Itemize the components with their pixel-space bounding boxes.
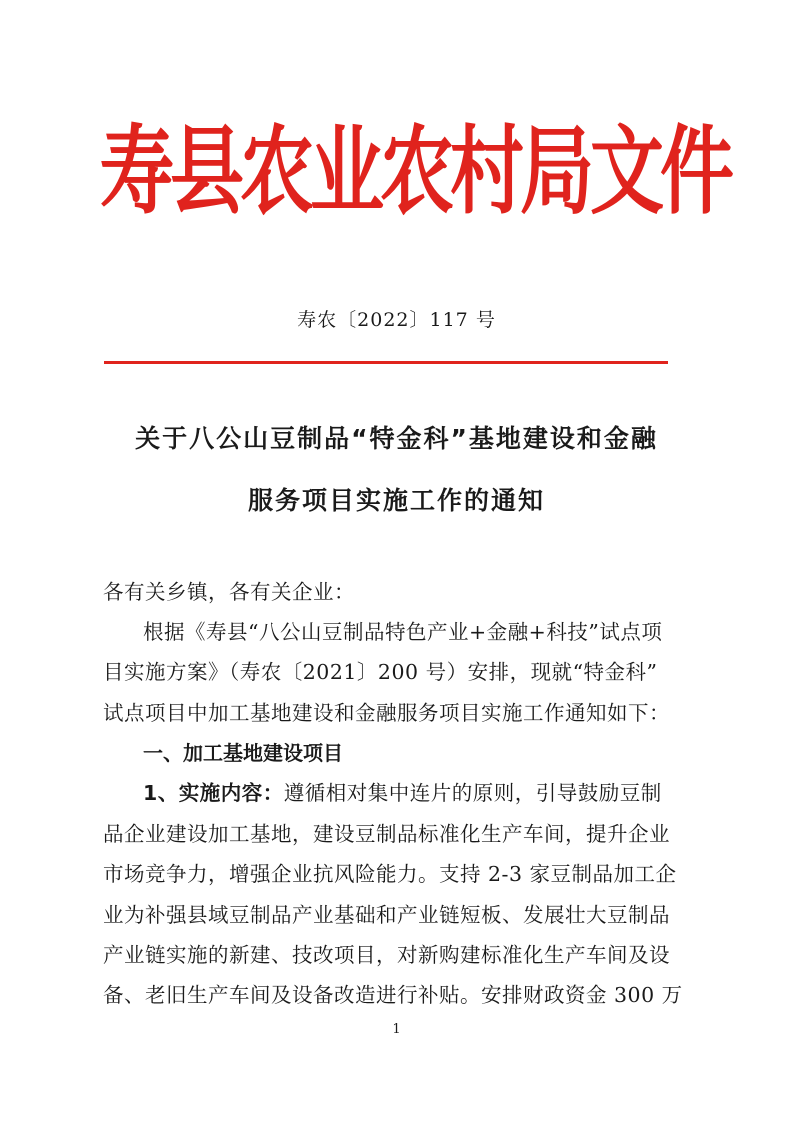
paragraph-line: 市场竞争力，增强企业抗风险能力。支持 2-3 家豆制品加工企 — [103, 862, 677, 886]
document-title-line-2: 服务项目实施工作的通知 — [247, 486, 545, 515]
paragraph-line: 目实施方案》（寿农〔2021〕200 号）安排，现就“特金科” — [103, 660, 658, 684]
issuing-authority-title: 寿县农业农村局文件 — [100, 116, 730, 228]
document-number: 寿农〔2022〕117 号 — [297, 309, 496, 331]
page-number: 1 — [392, 1022, 401, 1037]
paragraph-line: 品企业建设加工基地，建设豆制品标准化生产车间，提升企业 — [103, 822, 670, 846]
red-header-rule — [104, 361, 668, 364]
item-label: 1、实施内容： — [143, 781, 284, 805]
item-text: 遵循相对集中连片的原则，引导鼓励豆制 — [283, 781, 662, 805]
paragraph-line: 备、老旧生产车间及设备改造进行补贴。安排财政资金 300 万 — [103, 983, 683, 1007]
paragraph-line: 业为补强县域豆制品产业基础和产业链短板、发展壮大豆制品 — [103, 903, 670, 927]
paragraph-line: 根据《寿县“八公山豆制品特色产业+金融+科技”试点项 — [143, 620, 663, 644]
section-heading: 一、加工基地建设项目 — [143, 741, 343, 765]
paragraph-line: 产业链实施的新建、技改项目，对新购建标准化生产车间及设 — [103, 943, 670, 967]
paragraph-line: 试点项目中加工基地建设和金融服务项目实施工作通知如下： — [103, 701, 670, 725]
salutation: 各有关乡镇，各有关企业： — [103, 580, 355, 604]
paragraph-line — [143, 778, 683, 808]
document-title-line-1: 关于八公山豆制品“特金科”基地建设和金融 — [135, 424, 658, 453]
